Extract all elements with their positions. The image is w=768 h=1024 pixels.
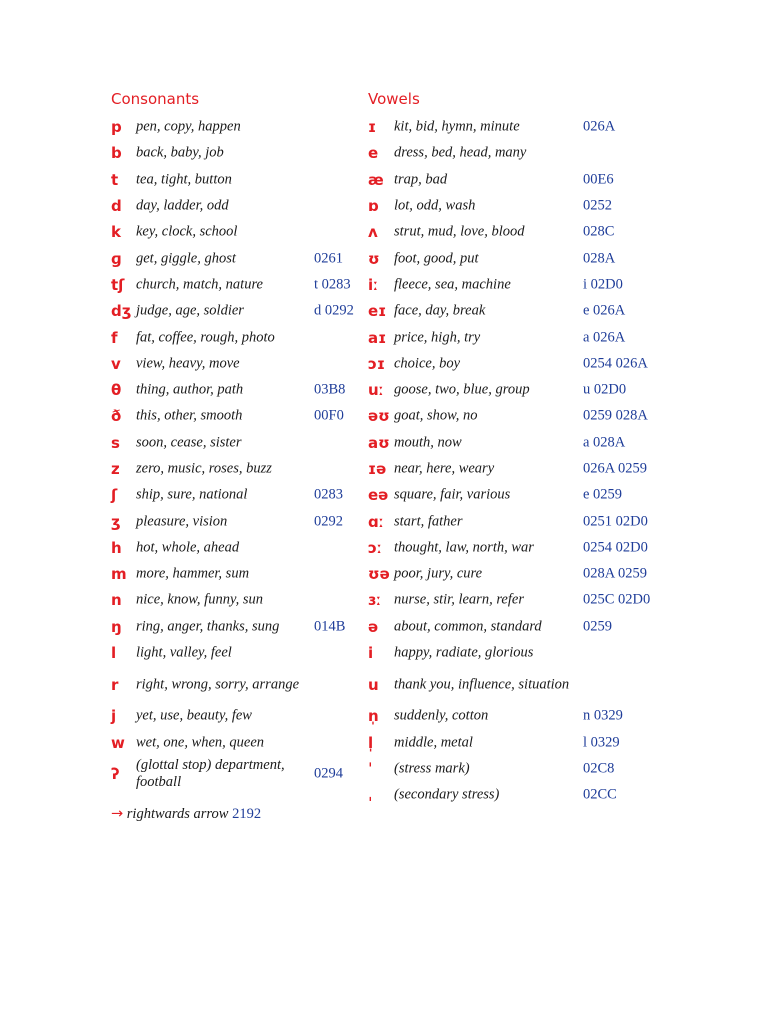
example-words: (glottal stop) department, football [136, 757, 285, 791]
unicode-code: 0283 [314, 486, 343, 503]
example-words: start, father [394, 513, 463, 530]
example-words: thought, law, north, war [394, 539, 534, 556]
ipa-symbol: s [111, 433, 120, 452]
unicode-code: 03B8 [314, 381, 346, 398]
vowels-table [368, 114, 668, 808]
ipa-symbol: h [111, 538, 122, 557]
consonant-row [111, 730, 361, 756]
example-words: more, hammer, sum [136, 565, 250, 582]
unicode-code: 014B [314, 618, 346, 635]
vowel-row [368, 703, 668, 729]
unicode-code: u 02D0 [583, 381, 627, 398]
example-words: ring, anger, thanks, sung [136, 618, 280, 635]
example-words: pen, copy, happen [136, 118, 241, 135]
example-words: lot, odd, wash [394, 197, 476, 214]
example-words: right, wrong, sorry, arrange [136, 676, 300, 693]
ipa-symbol: əʊ [368, 407, 390, 426]
example-words: pleasure, vision [136, 513, 228, 530]
vowel-row [368, 167, 668, 193]
example-words: this, other, smooth [136, 407, 243, 424]
unicode-code: 0259 [583, 618, 612, 635]
consonant-row [111, 456, 361, 482]
unicode-code: 02CC [583, 786, 617, 803]
example-words: light, valley, feel [136, 644, 232, 661]
ipa-symbol: θ [111, 381, 122, 400]
ipa-symbol: l [111, 644, 117, 663]
consonant-row [111, 219, 361, 245]
unicode-code: 028A [583, 250, 616, 267]
ipa-symbol: j [111, 707, 117, 726]
ipa-symbol: k [111, 223, 121, 242]
example-words: trap, bad [394, 171, 448, 188]
example-words: price, high, try [394, 329, 481, 346]
example-words: middle, metal [394, 734, 473, 751]
ipa-symbol: f [111, 328, 118, 347]
vowel-row [368, 193, 668, 219]
unicode-code: e 0259 [583, 486, 623, 503]
consonant-row [111, 272, 361, 298]
ipa-symbol: r [111, 675, 119, 694]
example-words: poor, jury, cure [394, 565, 483, 582]
example-words: kit, bid, hymn, minute [394, 118, 520, 135]
example-words: fleece, sea, machine [394, 276, 511, 293]
footer-arrow-note [111, 806, 261, 823]
unicode-code: 026A 0259 [583, 460, 648, 477]
ipa-symbol: ɪə [368, 460, 387, 478]
ipa-symbol: ŋ [111, 617, 122, 636]
example-words: goat, show, no [394, 407, 478, 424]
consonant-row [111, 298, 361, 324]
consonant-row [111, 193, 361, 219]
unicode-code: 026A [583, 118, 616, 135]
ipa-symbol: ɔɪ [368, 354, 386, 373]
ipa-symbol: tʃ [111, 275, 125, 294]
unicode-code: 02C8 [583, 760, 615, 777]
unicode-code: a 026A [583, 329, 626, 346]
ipa-symbol: u [368, 675, 379, 694]
ipa-symbol: æ [368, 170, 384, 189]
unicode-code: 0252 [583, 197, 612, 214]
consonant-row [111, 587, 361, 613]
arrow-symbol: → [111, 806, 124, 822]
example-words: nurse, stir, learn, refer [394, 591, 524, 608]
vowel-row [368, 430, 668, 456]
ipa-symbol: z [111, 460, 120, 478]
ipa-symbol: eɪ [368, 302, 387, 321]
example-words: square, fair, various [394, 486, 511, 503]
example-words: mouth, now [394, 434, 462, 451]
consonant-row [111, 351, 361, 377]
ipa-symbol: t [111, 170, 119, 189]
example-words: view, heavy, move [136, 355, 240, 372]
example-words: tea, tight, button [136, 171, 232, 188]
vowel-row [368, 730, 668, 756]
example-words: zero, music, roses, buzz [136, 460, 272, 477]
consonant-row [111, 324, 361, 350]
example-words: about, common, standard [394, 618, 542, 635]
example-words: ship, sure, national [136, 486, 248, 503]
ipa-symbol: ʃ [111, 486, 118, 505]
ipa-symbol: ʊə [368, 565, 390, 584]
consonant-row [111, 403, 361, 429]
example-words: church, match, nature [136, 276, 263, 293]
ipa-symbol: ɜː [368, 591, 382, 610]
consonant-row [111, 535, 361, 561]
example-words: face, day, break [394, 302, 486, 319]
ipa-symbol: ɑː [368, 512, 384, 531]
unicode-code: 0294 [314, 765, 343, 782]
example-words: strut, mud, love, blood [394, 223, 525, 240]
ipa-symbol: iː [368, 275, 379, 294]
consonant-row [111, 430, 361, 456]
unicode-code: 028C [583, 223, 615, 240]
unicode-code: 0251 02D0 [583, 513, 648, 530]
ipa-symbol: ʔ [111, 765, 120, 784]
example-words: dress, bed, head, many [394, 144, 527, 161]
unicode-code: 0259 028A [583, 407, 648, 424]
vowel-row [368, 298, 668, 324]
example-words: (stress mark) [394, 760, 470, 777]
vowel-row [368, 272, 668, 298]
example-words: near, here, weary [394, 460, 495, 477]
ipa-symbol: ɪ [368, 118, 377, 137]
example-words: thank you, influence, situation [394, 676, 570, 693]
example-words: soon, cease, sister [136, 434, 242, 451]
unicode-code: 025C 02D0 [583, 591, 651, 608]
example-words: get, giggle, ghost [136, 250, 236, 267]
ipa-symbol: ʊ [368, 249, 380, 268]
consonant-row [111, 245, 361, 271]
vowel-row [368, 482, 668, 508]
vowel-row [368, 640, 668, 666]
ipa-symbol: ˌ [368, 786, 373, 805]
ipa-symbol: m [111, 565, 127, 584]
example-words: choice, boy [394, 355, 461, 372]
ipa-symbol: aɪ [368, 328, 387, 347]
vowels-heading: Vowels [368, 90, 420, 108]
vowel-row [368, 245, 668, 271]
ipa-symbol: ɒ [368, 197, 379, 216]
consonant-row [111, 561, 361, 587]
vowel-row [368, 114, 668, 140]
vowel-row [368, 403, 668, 429]
example-words: hot, whole, ahead [136, 539, 240, 556]
vowel-row [368, 666, 668, 703]
unicode-code: i 02D0 [583, 276, 623, 293]
example-words: happy, radiate, glorious [394, 644, 534, 661]
arrow-description: rightwards arrow [126, 806, 229, 822]
consonant-row [111, 703, 361, 729]
example-words: fat, coffee, rough, photo [136, 329, 275, 346]
consonant-row [111, 167, 361, 193]
example-words: nice, know, funny, sun [136, 591, 263, 608]
ipa-symbol: w [111, 733, 125, 752]
unicode-code: e 026A [583, 302, 626, 319]
unicode-code: 00F0 [314, 407, 344, 424]
consonant-row [111, 508, 361, 534]
vowel-row [368, 535, 668, 561]
example-words: suddenly, cotton [394, 707, 489, 724]
unicode-code: d 0292 [314, 302, 354, 319]
example-words: (secondary stress) [394, 786, 500, 803]
example-words: back, baby, job [136, 144, 224, 161]
ipa-symbol: i [368, 644, 374, 663]
ipa-symbol: ʌ [368, 223, 378, 242]
vowel-row [368, 756, 668, 782]
ipa-symbol: dʒ [111, 302, 132, 321]
unicode-code: 0254 026A [583, 355, 648, 372]
consonant-row [111, 666, 361, 703]
ipa-symbol: b [111, 144, 122, 163]
vowel-row [368, 561, 668, 587]
vowel-row [368, 351, 668, 377]
consonants-table [111, 114, 361, 793]
ipa-symbol: ə [368, 617, 379, 636]
consonant-row [111, 482, 361, 508]
unicode-code: 0261 [314, 250, 343, 267]
ipa-symbol: ð [111, 407, 122, 426]
vowel-row [368, 456, 668, 482]
unicode-code: n 0329 [583, 707, 623, 724]
example-words: foot, good, put [394, 250, 479, 267]
vowel-row [368, 587, 668, 613]
ipa-symbol: ʒ [111, 512, 121, 531]
unicode-code: 0292 [314, 513, 343, 530]
unicode-code: 028A 0259 [583, 565, 648, 582]
unicode-code: l 0329 [583, 734, 620, 751]
unicode-code: t 0283 [314, 276, 351, 293]
ipa-symbol: aʊ [368, 433, 390, 452]
consonant-row [111, 377, 361, 403]
example-words: day, ladder, odd [136, 197, 229, 214]
vowel-row [368, 377, 668, 403]
ipa-symbol: eə [368, 486, 389, 505]
vowel-row [368, 219, 668, 245]
vowel-row [368, 508, 668, 534]
ipa-symbol: l̩ [368, 733, 374, 752]
vowel-row [368, 614, 668, 640]
ipa-symbol: n̩ [368, 707, 379, 726]
consonant-row [111, 614, 361, 640]
unicode-code: 00E6 [583, 171, 614, 188]
ipa-symbol: p [111, 118, 122, 137]
vowel-row [368, 140, 668, 166]
example-words: goose, two, blue, group [394, 381, 530, 398]
vowel-row [368, 324, 668, 350]
unicode-code: 0254 02D0 [583, 539, 648, 556]
ipa-symbol: ɡ [111, 249, 122, 268]
consonant-row [111, 140, 361, 166]
ipa-symbol: n [111, 591, 122, 610]
vowel-row [368, 782, 668, 808]
consonant-row [111, 756, 361, 793]
ipa-symbol: v [111, 354, 121, 373]
example-words: wet, one, when, queen [136, 734, 265, 751]
example-words: yet, use, beauty, few [136, 707, 252, 724]
consonant-row [111, 114, 361, 140]
consonant-row [111, 640, 361, 666]
ipa-symbol: ˈ [368, 759, 373, 778]
ipa-symbol: uː [368, 381, 384, 400]
example-words: judge, age, soldier [136, 302, 244, 319]
example-words: thing, author, path [136, 381, 244, 398]
example-words: key, clock, school [136, 223, 238, 240]
consonants-heading: Consonants [111, 90, 200, 108]
ipa-symbol: e [368, 144, 379, 163]
ipa-symbol: d [111, 197, 122, 216]
arrow-code: 2192 [232, 806, 262, 822]
ipa-symbol: ɔː [368, 538, 382, 557]
unicode-code: a 028A [583, 434, 626, 451]
